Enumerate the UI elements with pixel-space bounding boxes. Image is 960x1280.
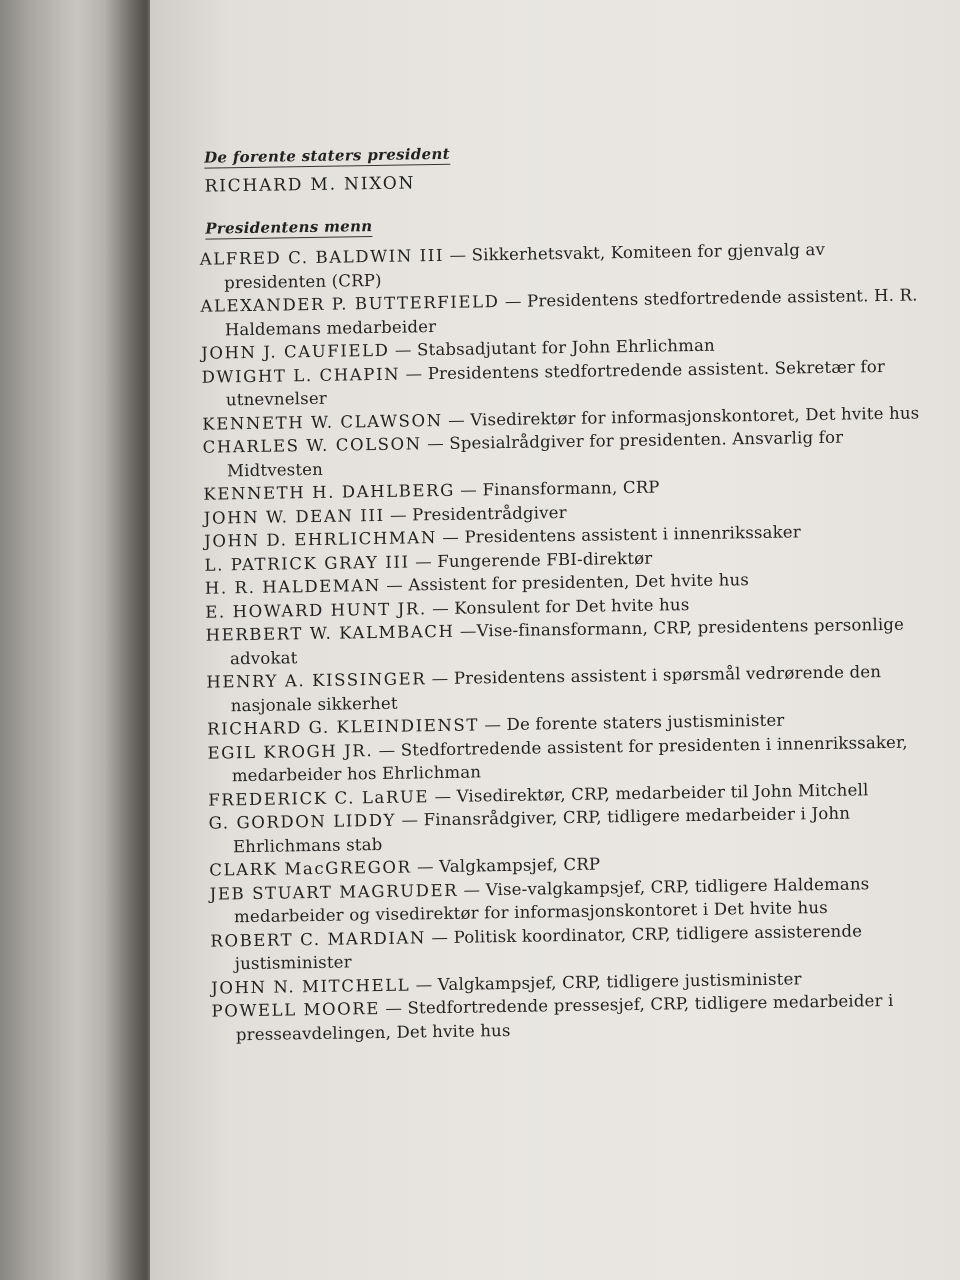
entry-description: Visedirektør, CRP, medarbeider til John Mitchell xyxy=(456,779,869,806)
heading-presidents-men: Presidentens menn xyxy=(205,217,373,238)
entry-name: KENNETH H. DAHLBERG xyxy=(203,480,456,504)
entry-name: L. PATRICK GRAY III xyxy=(204,551,410,575)
entry-description: Spesialrådgiver for presidenten. Ansvarlig for Midtvesten xyxy=(226,427,844,480)
entry-name: POWELL MOORE xyxy=(211,998,381,1021)
entry-description: Visedirektør for informasjonskontoret, Det hvite hus xyxy=(470,402,920,430)
entry-separator: — xyxy=(499,291,528,312)
entry-separator: — xyxy=(380,575,409,595)
entry-description: Fungerende FBI-direktør xyxy=(437,548,653,571)
entry-description: Assistent for presidenten, Det hvite hus xyxy=(408,570,750,595)
entry-description: Presidentens assistent i spørsmål vedrørende den nasjonale sikkerhet xyxy=(230,662,882,715)
entry-separator: — xyxy=(410,974,438,995)
entry-description: Valgkampsjef, CRP, tidligere justisminister xyxy=(437,968,802,994)
entry-separator: — xyxy=(426,598,455,618)
entry-separator: — xyxy=(411,857,440,877)
entry-description: Vise-valgkampsjef, CRP, tidligere Haldemans medarbeider og visedirektør for informasjonskontoret i Det hvite hus xyxy=(233,873,870,927)
entry-description: Stedfortredende assistent for presidenten i innenrikssaker, medarbeider hos Ehrlichman xyxy=(231,732,908,786)
entry-description: Presidentrådgiver xyxy=(412,502,567,524)
entry-separator: — xyxy=(421,433,450,454)
entry-description: Presidentens assistent i innenrikssaker xyxy=(464,522,802,547)
entry-description: Vise-finansformann, CRP, presidentens personlige advokat xyxy=(229,614,905,668)
entry-separator: — xyxy=(443,245,472,265)
entry-name: JOHN W. DEAN III xyxy=(203,505,385,528)
entry-name: KENNETH W. CLAWSON xyxy=(202,410,443,434)
entry-name: E. HOWARD HUNT JR. xyxy=(205,598,427,622)
entry-description: Finansformann, CRP xyxy=(482,477,660,500)
entry-description: Sikkerhetsvakt, Komiteen for gjenvalg av presidenten (CRP) xyxy=(223,239,826,292)
entry-description: De forente staters justisminister xyxy=(506,710,785,734)
entry-description: Presidentens stedfortredende assistent. Sekretær for utnevnelser xyxy=(225,356,886,410)
entry-separator: — xyxy=(457,879,486,900)
entry-separator: — xyxy=(436,527,465,548)
book-page xyxy=(150,0,960,1280)
entry-list xyxy=(184,236,936,1047)
heading-president: De forente staters president xyxy=(204,144,451,167)
entry-description: Finansrådgiver, CRP, tidligere medarbeider i John Ehrlichmans stab xyxy=(232,803,851,856)
entry-separator: — xyxy=(409,551,438,571)
entry-name: H. R. HALDEMAN xyxy=(204,575,382,598)
entry-name: EGIL KROGH JR. xyxy=(207,740,374,763)
president-name: RICHARD M. NIXON xyxy=(204,173,416,197)
entry-separator: — xyxy=(442,410,471,430)
entry-description: Konsulent for Det hvite hus xyxy=(454,594,690,618)
entry-name: G. GORDON LIDDY xyxy=(208,810,397,833)
entry-name: FREDERICK C. LaRUE xyxy=(208,786,430,810)
entry-name: CHARLES W. COLSON xyxy=(202,434,422,457)
entry-separator: — xyxy=(373,740,401,760)
entry-name: JEB STUART MAGRUDER xyxy=(209,880,459,904)
entry-name: ALEXANDER P. BUTTERFIELD xyxy=(200,292,500,316)
entry-name: HENRY A. KISSINGER xyxy=(206,669,427,692)
entry-separator: — xyxy=(428,786,457,806)
list-item xyxy=(211,988,936,1046)
entry-separator: — xyxy=(384,504,413,525)
entry-separator: — xyxy=(425,927,454,947)
entry-separator: — xyxy=(399,363,428,384)
entry-description: Valgkampsjef, CRP xyxy=(439,854,601,877)
entry-description: Politisk koordinator, CRP, tidligere assisterende justisminister xyxy=(234,920,863,974)
page-content xyxy=(182,136,936,1047)
entry-description: Stedfortredende pressesjef, CRP, tidligere medarbeider i presseavdelingen, Det hvite hus xyxy=(235,990,894,1044)
entry-description: Stabsadjutant for John Ehrlichman xyxy=(416,335,716,360)
entry-name: JOHN D. EHRLICHMAN xyxy=(204,528,438,551)
entry-name: DWIGHT L. CHAPIN xyxy=(201,364,401,387)
entry-separator: — xyxy=(478,714,507,735)
entry-name: JOHN J. CAUFIELD xyxy=(201,340,390,363)
entry-name: ROBERT C. MARDIAN xyxy=(210,927,427,951)
entry-name: RICHARD G. KLEINDIENST xyxy=(206,715,480,739)
entry-separator: — xyxy=(379,998,408,1018)
entry-name: JOHN N. MITCHELL xyxy=(211,975,411,998)
entry-separator: — xyxy=(395,810,424,830)
entry-separator: — xyxy=(389,340,418,360)
entry-name: HERBERT W. KALMBACH xyxy=(205,621,455,645)
entry-name: ALFRED C. BALDWIN III xyxy=(199,245,445,269)
book-gutter xyxy=(0,0,170,1280)
entry-separator: — xyxy=(426,668,455,689)
entry-separator: — xyxy=(454,621,477,641)
entry-description: Presidentens stedfortredende assistent. H. R. Haldemans medarbeider xyxy=(224,285,918,339)
entry-name: CLARK MacGREGOR xyxy=(209,857,412,880)
entry-separator: — xyxy=(454,480,483,500)
